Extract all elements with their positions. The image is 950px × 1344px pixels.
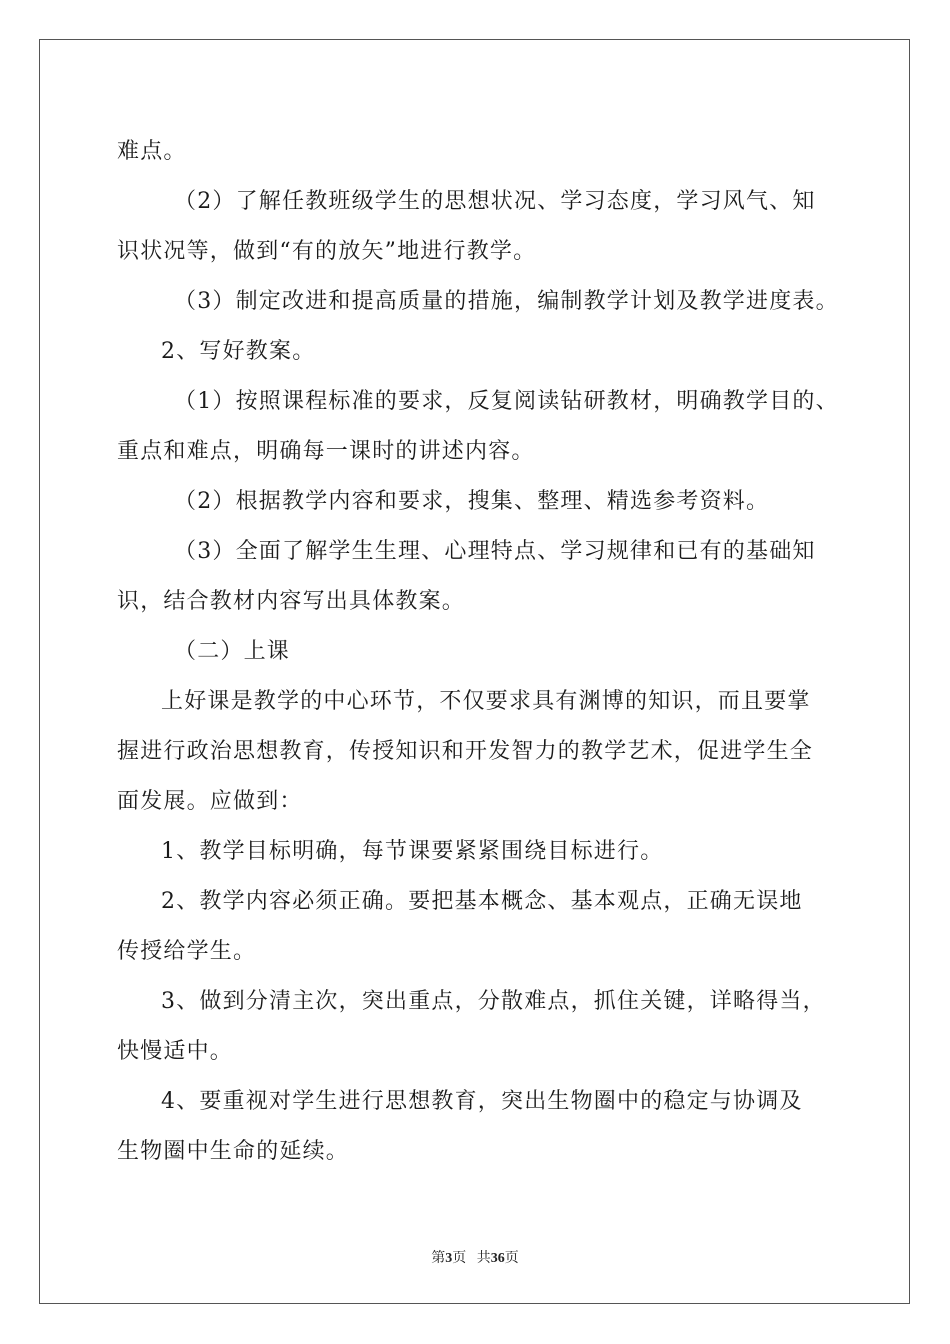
page-number-current: 3: [445, 1251, 453, 1266]
body-line: （3）全面了解学生生理、心理特点、学习规律和已有的基础知: [174, 539, 816, 564]
body-line: 3、做到分清主次，突出重点，分散难点，抓住关键，详略得当，: [161, 989, 826, 1014]
body-line: 4、要重视对学生进行思想教育，突出生物圈中的稳定与协调及: [161, 1089, 803, 1114]
body-line: 传授给学生。: [117, 939, 257, 964]
body-line: （2）了解任教班级学生的思想状况、学习态度，学习风气、知: [174, 189, 816, 214]
page-number-prefix: 第: [431, 1251, 446, 1266]
body-line: 难点。: [117, 139, 187, 164]
page-total-suffix: 页: [504, 1251, 519, 1266]
body-line: （1）按照课程标准的要求，反复阅读钻研教材，明确教学目的、: [174, 389, 839, 414]
page-total: 36: [490, 1251, 505, 1266]
body-line: 1、教学目标明确，每节课要紧紧围绕目标进行。: [161, 839, 664, 864]
section-heading: 2、写好教案。: [161, 339, 316, 364]
body-line: 快慢适中。: [117, 1039, 234, 1064]
section-heading: （二）上课: [174, 639, 291, 664]
page-number-suffix: 页: [452, 1251, 467, 1266]
document-body: [117, 127, 837, 1177]
body-line: 重点和难点，明确每一课时的讲述内容。: [117, 439, 535, 464]
body-line: （3）制定改进和提高质量的措施，编制教学计划及教学进度表。: [174, 289, 839, 314]
body-line: 识，结合教材内容写出具体教案。: [117, 589, 466, 614]
page-total-prefix: 共: [476, 1251, 491, 1266]
body-line: 面发展。应做到：: [117, 789, 303, 814]
body-line: 识状况等，做到“有的放矢”地进行教学。: [117, 239, 537, 264]
body-line: 2、教学内容必须正确。要把基本概念、基本观点，正确无误地: [161, 889, 803, 914]
body-line: 握进行政治思想教育，传授知识和开发智力的教学艺术，促进学生全: [117, 739, 814, 764]
body-line: 生物圈中生命的延续。: [117, 1139, 350, 1164]
body-line: （2）根据教学内容和要求，搜集、整理、精选参考资料。: [174, 489, 770, 514]
page-footer: [0, 1247, 950, 1267]
body-line: 上好课是教学的中心环节，不仅要求具有渊博的知识，而且要掌: [161, 689, 811, 714]
